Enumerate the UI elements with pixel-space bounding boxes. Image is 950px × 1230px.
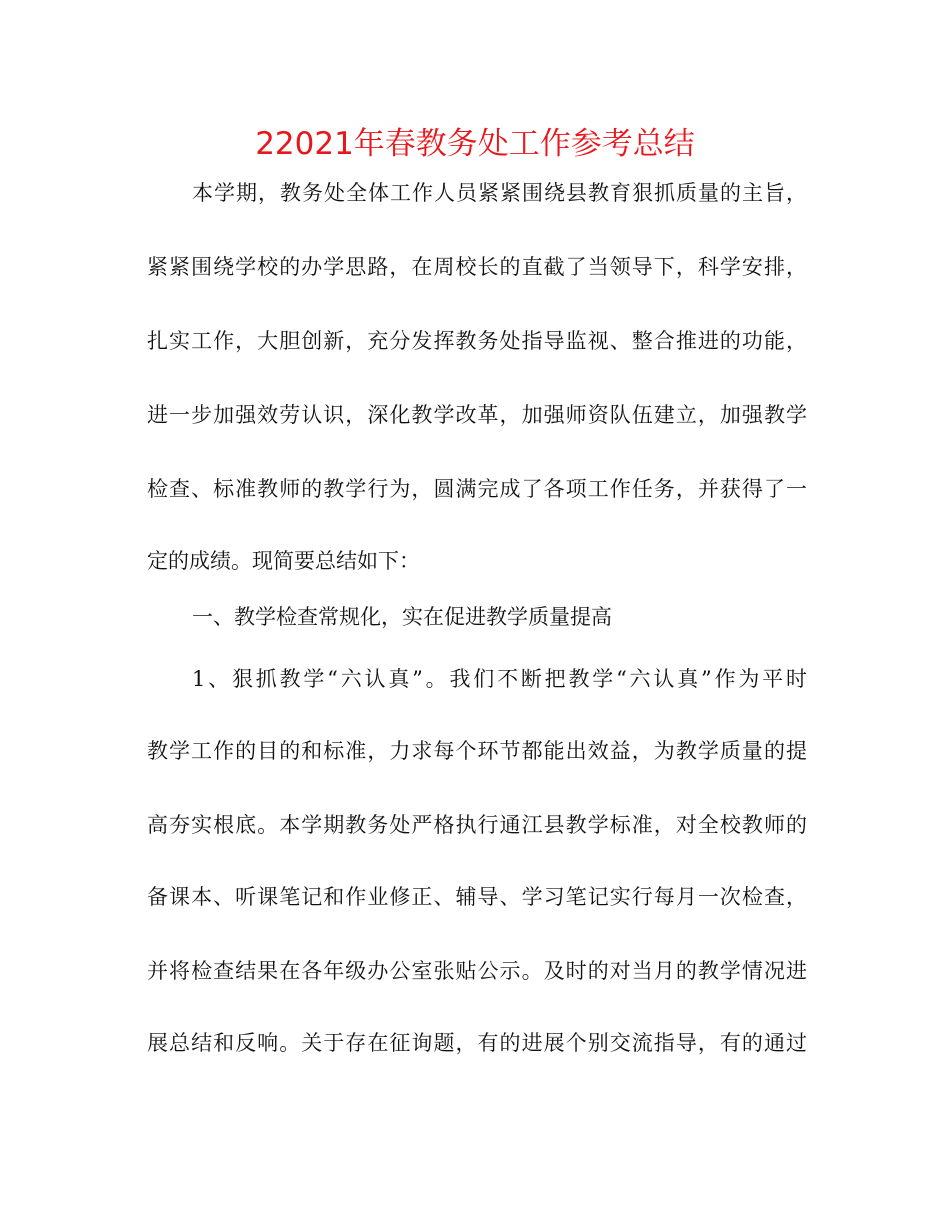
paragraph-line: 高夯实根底。本学期教务处严格执行通江县教学标准，对全校教师的 [147, 813, 807, 837]
paragraph-line: 检查、标准教师的教学行为，圆满完成了各项工作任务，并获得了一 [147, 477, 807, 501]
paragraph-line: 进一步加强效劳认识，深化教学改革，加强师资队伍建立，加强教学 [147, 403, 807, 427]
paragraph-line: 扎实工作，大胆创新，充分发挥教务处指导监视、整合推进的功能， [147, 329, 807, 353]
paragraph-line: 1、狠抓教学“六认真”。我们不断把教学“六认真”作为平时 [192, 667, 807, 691]
paragraph-line: 备课本、听课笔记和作业修正、辅导、学习笔记实行每月一次检查， [147, 885, 807, 909]
section-heading: 一、教学检查常规化，实在促进教学质量提高 [192, 605, 612, 629]
paragraph-line: 定的成绩。现简要总结如下： [147, 549, 420, 573]
paragraph-line: 展总结和反响。关于存在征询题，有的进展个别交流指导，有的通过 [147, 1031, 807, 1055]
paragraph-line: 紧紧围绕学校的办学思路，在周校长的直截了当领导下，科学安排， [147, 255, 807, 279]
document-title: 22021年春教务处工作参考总结 [255, 126, 695, 162]
paragraph-line: 本学期，教务处全体工作人员紧紧围绕县教育狠抓质量的主旨， [192, 181, 807, 205]
paragraph-line: 教学工作的目的和标准，力求每个环节都能出效益，为教学质量的提 [147, 739, 807, 763]
paragraph-line: 并将检查结果在各年级办公室张贴公示。及时的对当月的教学情况进 [147, 959, 807, 983]
